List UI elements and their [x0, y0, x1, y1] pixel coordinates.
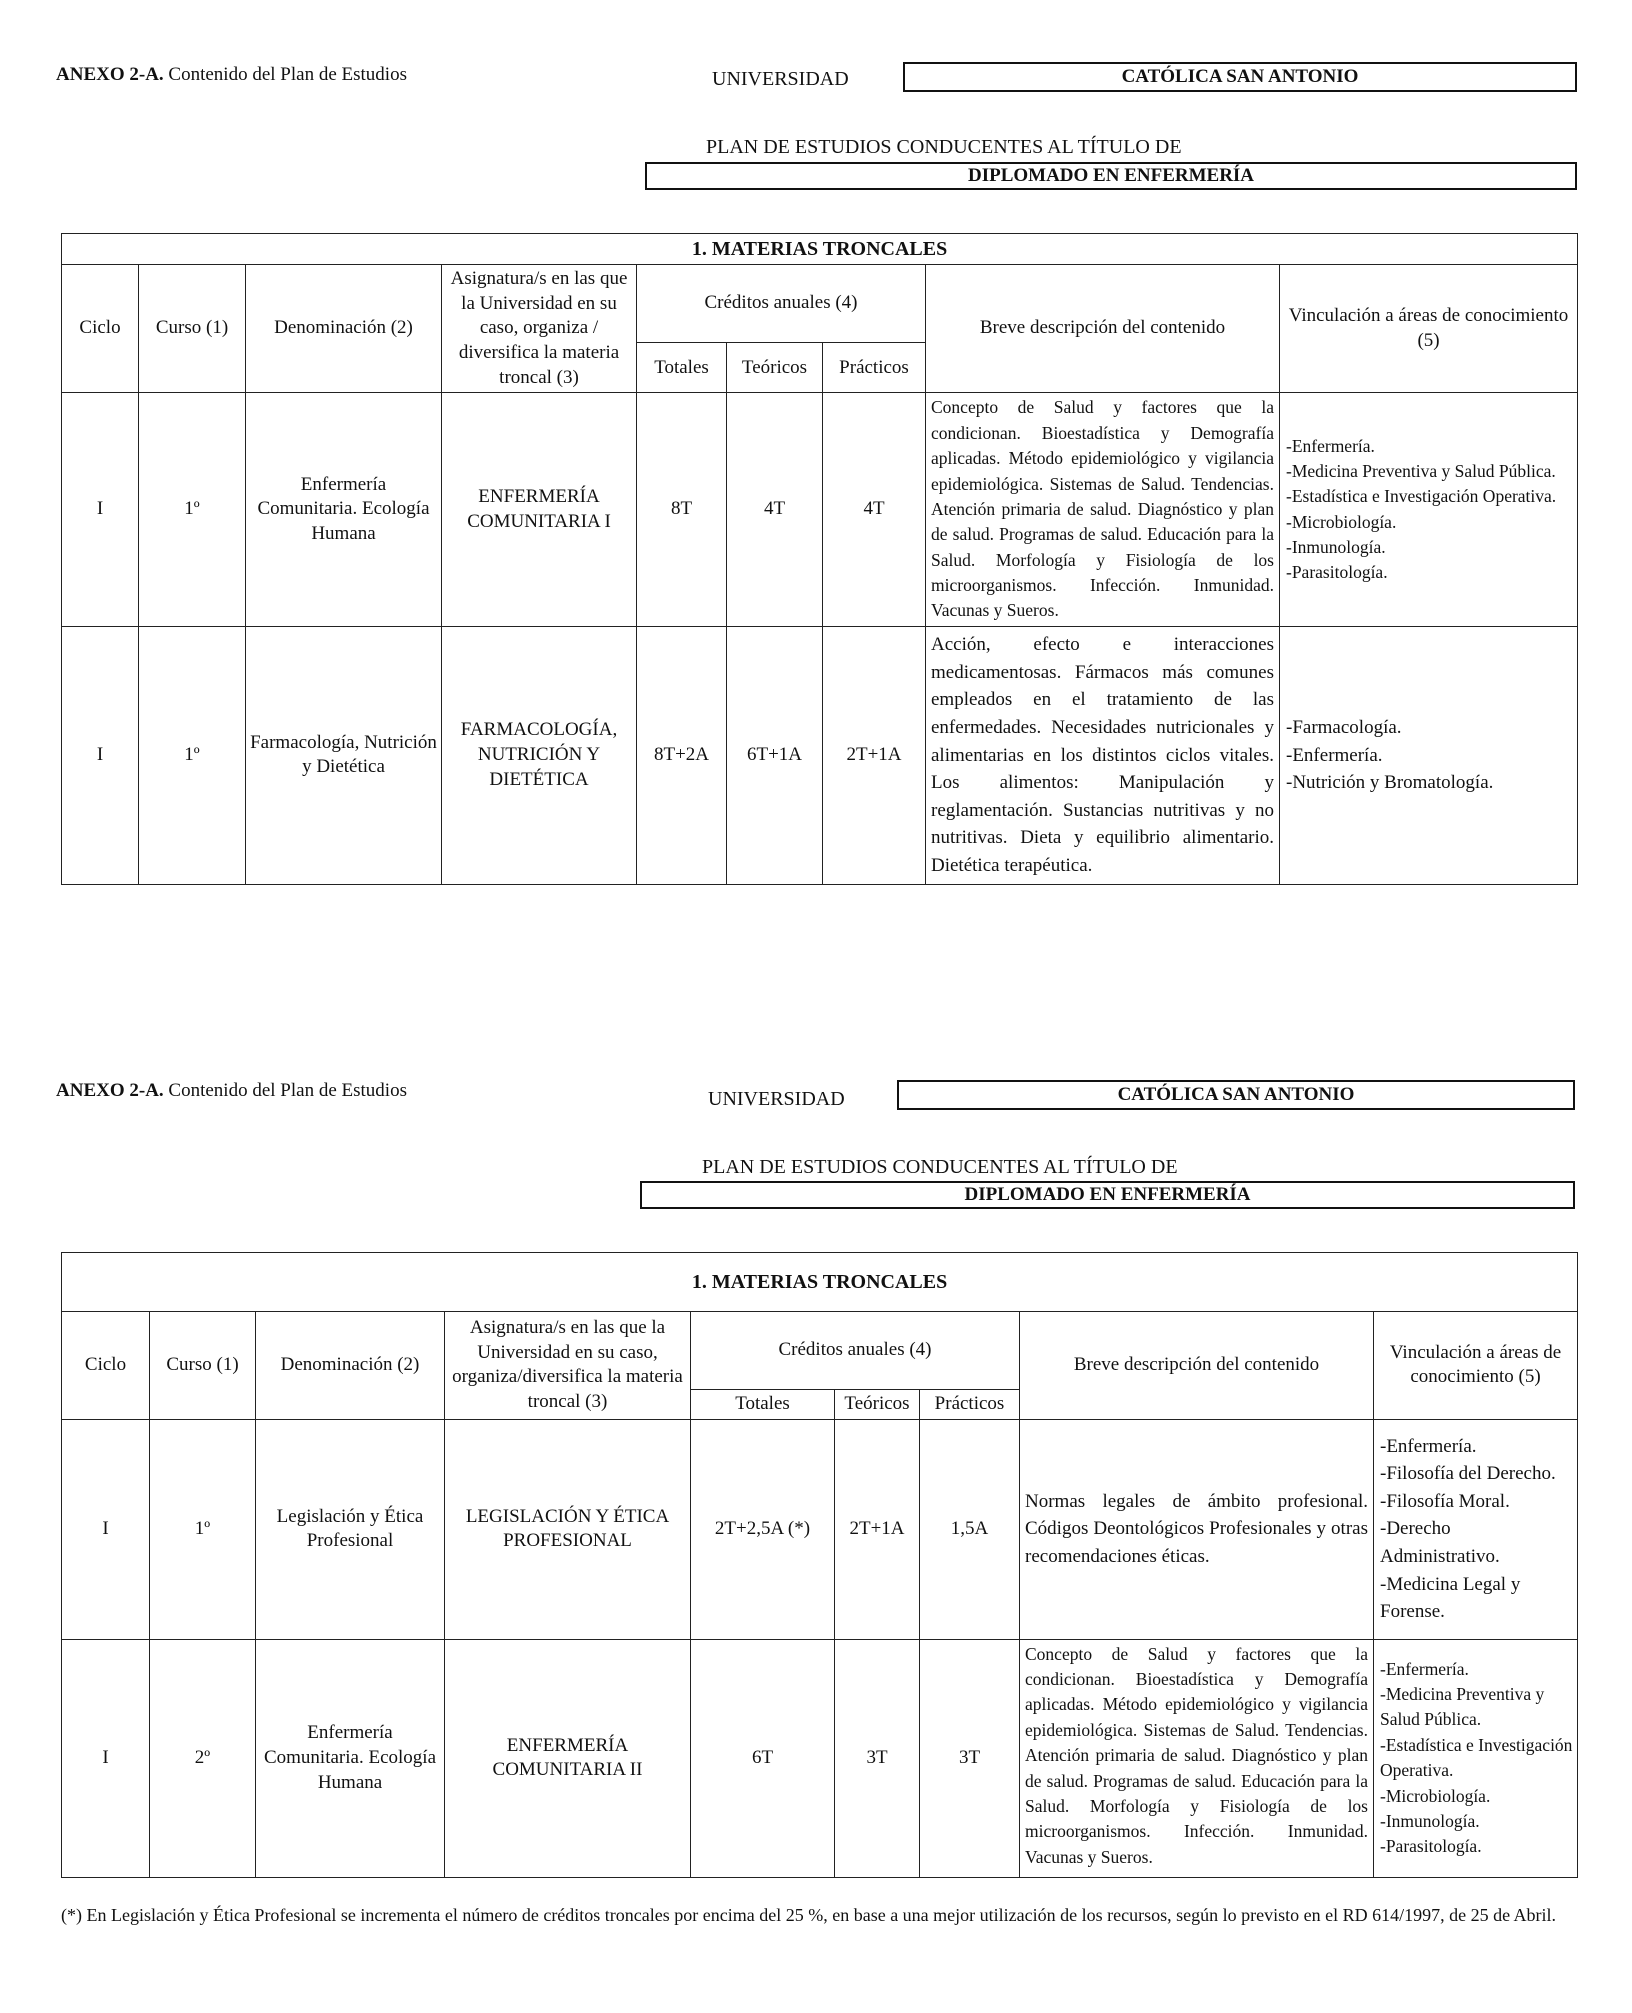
row-areas: [1374, 1419, 1578, 1639]
header-curso: Curso (1): [150, 1312, 256, 1420]
header-curso: Curso (1): [139, 265, 246, 393]
area-item: -Estadística e Investigación Operativa.: [1380, 1734, 1573, 1781]
header-ciclo: Ciclo: [62, 1312, 150, 1420]
area-item: -Filosofía del Derecho.: [1380, 1463, 1556, 1485]
university-name-box: CATÓLICA SAN ANTONIO: [897, 1080, 1575, 1110]
row-totales: 8T: [637, 393, 727, 626]
header-teoricos: Teóricos: [727, 343, 823, 393]
header-asignaturas: Asignatura/s en las que la Universidad en su caso, organiza/diversifica la materia troncal (3): [445, 1312, 691, 1420]
header-totales: Totales: [637, 343, 727, 393]
area-item: -Enfermería.: [1380, 1658, 1469, 1679]
area-item: -Derecho Administrativo.: [1380, 1518, 1500, 1567]
row-asignatura: FARMACOLOGÍA, NUTRICIÓN Y DIETÉTICA: [442, 626, 637, 884]
area-item: -Medicina Preventiva y Salud Pública.: [1380, 1684, 1545, 1730]
row-denominacion: Farmacología, Nutrición y Dietética: [246, 626, 442, 884]
row-curso: 2º: [150, 1639, 256, 1877]
area-item: -Microbiología.: [1380, 1785, 1491, 1806]
area-item: -Parasitología.: [1380, 1836, 1482, 1857]
row-curso: 1º: [150, 1419, 256, 1639]
degree-box: DIPLOMADO EN ENFERMERÍA: [640, 1181, 1575, 1209]
area-item: -Medicina Legal y Forense.: [1380, 1573, 1521, 1623]
row-totales: 8T+2A: [637, 626, 727, 884]
row-areas: [1280, 393, 1578, 626]
university-label: UNIVERSIDAD: [708, 1088, 845, 1110]
table-row: [62, 393, 1578, 626]
annex-title: ANEXO 2-A. Contenido del Plan de Estudios: [56, 1080, 407, 1101]
row-descripcion: Concepto de Salud y factores que la condicionan. Bioestadística y Demografía aplicadas. Método epidemiológico y vigilancia epidemiológica. Sistemas de Salud. Tendencias. Atención primaria de salud. Diagnóstico y plan de salud. Programas de salud. Educación para la Salud. Morfología y Fisiología de los microorganismos. Infección. Inmunidad. Vacunas y Sueros.: [926, 393, 1280, 626]
area-item: -Filosofía Moral.: [1380, 1490, 1510, 1512]
header-creditos: Créditos anuales (4): [637, 265, 926, 343]
table-row: [62, 1639, 1578, 1877]
row-practicos: 4T: [823, 393, 926, 626]
area-item: -Enfermería.: [1286, 744, 1383, 766]
header-ciclo: Ciclo: [62, 265, 139, 393]
area-item: -Microbiología.: [1286, 511, 1397, 532]
area-item: -Inmunología.: [1286, 537, 1386, 557]
annex-title: ANEXO 2-A. Contenido del Plan de Estudios: [56, 64, 407, 85]
area-item: -Medicina Preventiva y Salud Pública.: [1286, 460, 1556, 481]
header-teoricos: Teóricos: [835, 1390, 920, 1420]
table-row: [62, 626, 1578, 884]
row-asignatura: LEGISLACIÓN Y ÉTICA PROFESIONAL: [445, 1419, 691, 1639]
row-practicos: 3T: [920, 1639, 1020, 1877]
row-areas: [1374, 1639, 1578, 1877]
row-denominacion: Enfermería Comunitaria. Ecología Humana: [246, 393, 442, 626]
header-practicos: Prácticos: [920, 1390, 1020, 1420]
row-teoricos: 4T: [727, 393, 823, 626]
header-vinculacion: Vinculación a áreas de conocimiento (5): [1374, 1312, 1578, 1420]
area-item: -Parasitología.: [1286, 562, 1388, 583]
materias-troncales-table: [61, 1252, 1578, 1878]
row-ciclo: I: [62, 393, 139, 626]
table-caption: 1. MATERIAS TRONCALES: [62, 234, 1578, 265]
degree-box: DIPLOMADO EN ENFERMERÍA: [645, 162, 1577, 190]
university-name-box: CATÓLICA SAN ANTONIO: [903, 62, 1577, 92]
header-descripcion: Breve descripción del contenido: [1020, 1312, 1374, 1420]
plan-title: PLAN DE ESTUDIOS CONDUCENTES AL TÍTULO DE: [702, 1156, 1178, 1178]
row-ciclo: I: [62, 626, 139, 884]
materias-troncales-table: [61, 233, 1578, 885]
area-item: -Inmunología.: [1380, 1810, 1480, 1831]
row-areas: [1280, 626, 1578, 884]
row-practicos: 1,5A: [920, 1419, 1020, 1639]
footnote: (*) En Legislación y Ética Profesional se incrementa el número de créditos troncales por encima del 25 %, en base a una mejor utilización de los recursos, según lo previsto en el RD 614/1997, de 25 de Abril.: [61, 1905, 1557, 1925]
table-row: [62, 1419, 1578, 1639]
header-descripcion: Breve descripción del contenido: [926, 265, 1280, 393]
row-denominacion: Enfermería Comunitaria. Ecología Humana: [256, 1639, 445, 1877]
row-teoricos: 2T+1A: [835, 1419, 920, 1639]
university-label: UNIVERSIDAD: [712, 68, 849, 90]
row-denominacion: Legislación y Ética Profesional: [256, 1419, 445, 1639]
row-teoricos: 3T: [835, 1639, 920, 1877]
row-curso: 1º: [139, 393, 246, 626]
header-vinculacion: Vinculación a áreas de conocimiento (5): [1280, 265, 1578, 393]
area-item: -Farmacología.: [1286, 716, 1402, 738]
header-creditos: Créditos anuales (4): [691, 1312, 1020, 1390]
header-asignaturas: Asignatura/s en las que la Universidad en su caso, organiza / diversifica la materia troncal (3): [442, 265, 637, 393]
header-denominacion: Denominación (2): [256, 1312, 445, 1420]
row-teoricos: 6T+1A: [727, 626, 823, 884]
row-asignatura: ENFERMERÍA COMUNITARIA I: [442, 393, 637, 626]
area-item: -Estadística e Investigación Operativa.: [1286, 486, 1557, 507]
row-totales: 6T: [691, 1639, 835, 1877]
row-totales: 2T+2,5A (*): [691, 1419, 835, 1639]
row-asignatura: ENFERMERÍA COMUNITARIA II: [445, 1639, 691, 1877]
area-item: -Nutrición y Bromatología.: [1286, 772, 1494, 794]
row-curso: 1º: [139, 626, 246, 884]
row-descripcion: Acción, efecto e interacciones medicamentosas. Fármacos más comunes empleados en el tratamiento de las enfermedades. Necesidades nutricionales y alimentarias en los distintos ciclos vitales. Los alimentos: Manipulación y reglamentación. Sustancias nutritivas y no nutritivas. Dieta y equilibrio alimentario. Dietética terapéutica.: [926, 626, 1280, 884]
table-caption: 1. MATERIAS TRONCALES: [62, 1253, 1578, 1312]
header-practicos: Prácticos: [823, 343, 926, 393]
row-ciclo: I: [62, 1419, 150, 1639]
area-item: -Enfermería.: [1380, 1435, 1477, 1457]
header-denominacion: Denominación (2): [246, 265, 442, 393]
header-totales: Totales: [691, 1390, 835, 1420]
row-practicos: 2T+1A: [823, 626, 926, 884]
row-ciclo: I: [62, 1639, 150, 1877]
row-descripcion: Concepto de Salud y factores que la condicionan. Bioestadística y Demografía aplicadas. Método epidemiológico y vigilancia epidemiológica. Sistemas de Salud. Tendencias. Atención primaria de salud. Diagnóstico y plan de salud. Programas de salud. Educación para la Salud. Morfología y Fisiología de los microorganismos. Infección. Inmunidad. Vacunas y Sueros.: [1020, 1639, 1374, 1877]
plan-title: PLAN DE ESTUDIOS CONDUCENTES AL TÍTULO DE: [706, 136, 1182, 158]
row-descripcion: Normas legales de ámbito profesional. Códigos Deontológicos Profesionales y otras recomendaciones éticas.: [1020, 1419, 1374, 1639]
area-item: -Enfermería.: [1286, 435, 1375, 456]
